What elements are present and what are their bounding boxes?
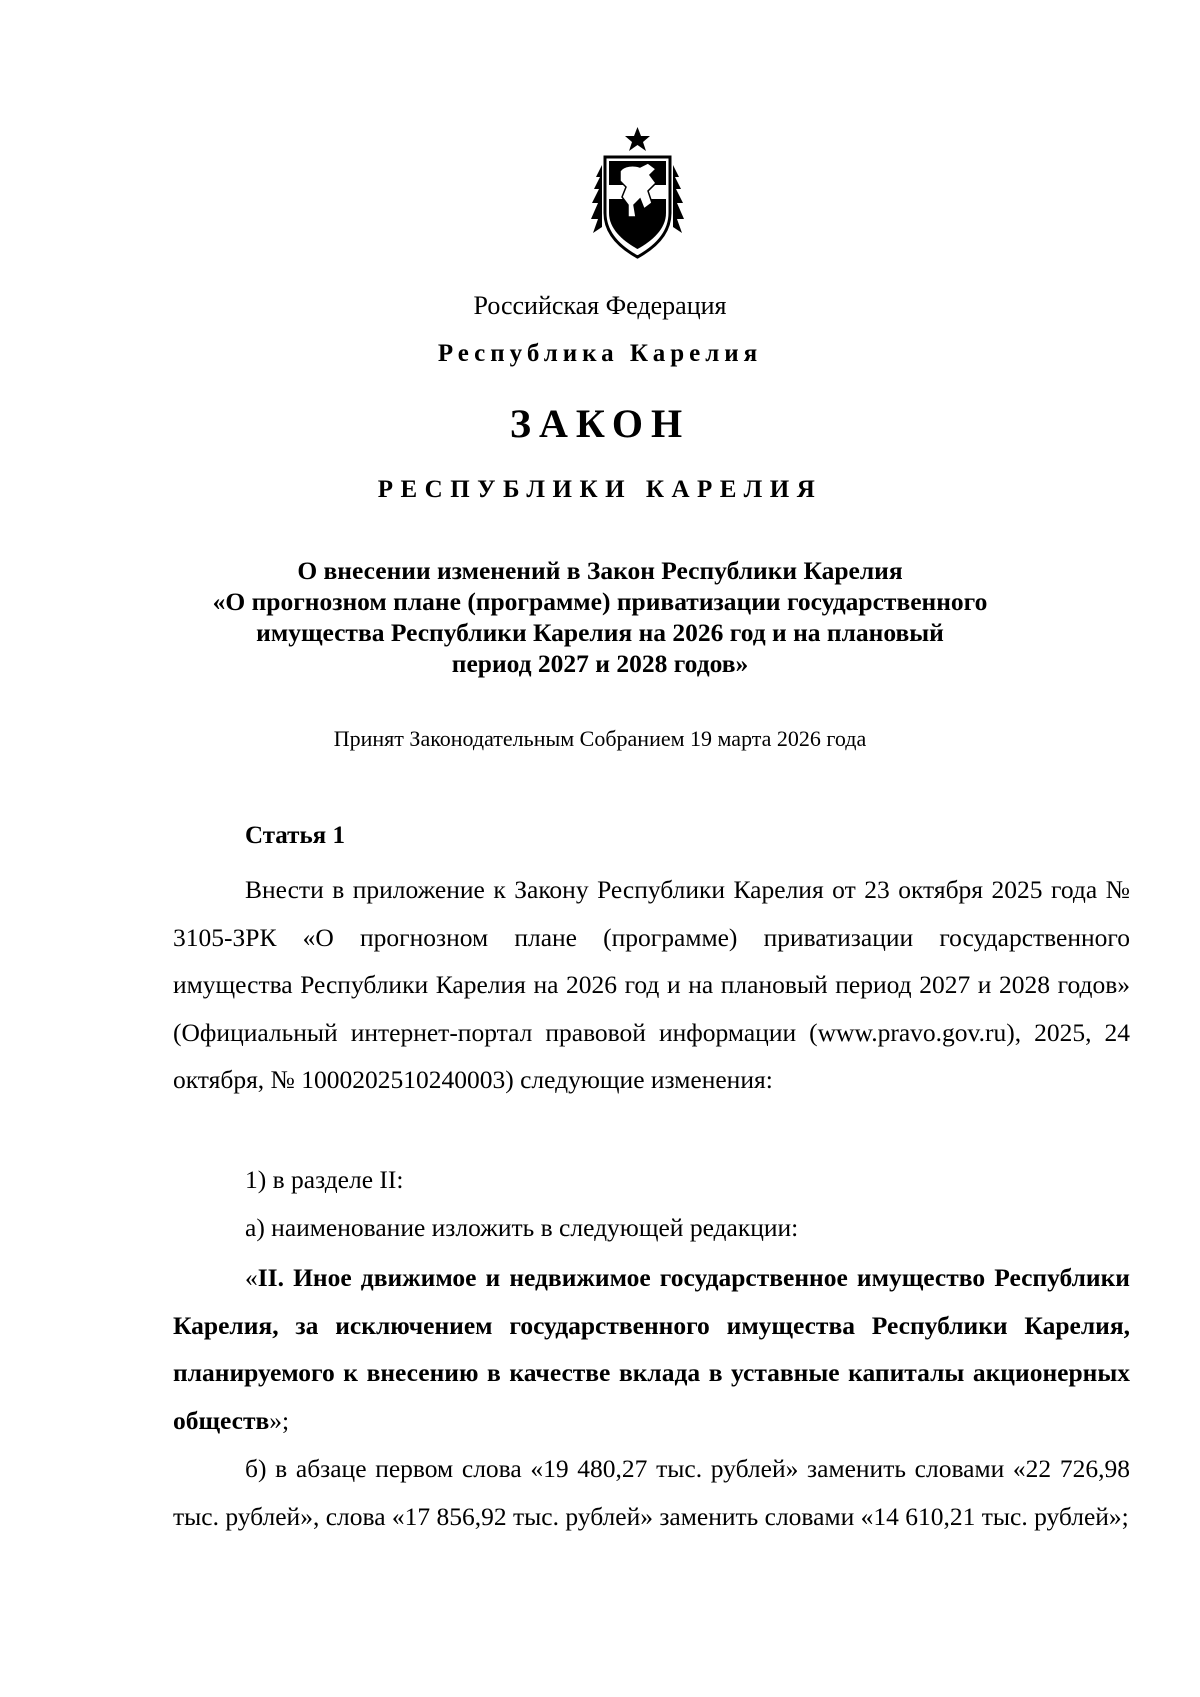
document-type: ЗАКОН	[509, 401, 691, 446]
republic-name: Республика Карелия	[437, 340, 763, 367]
quoted-section-title	[173, 1254, 1130, 1444]
article-heading: Статья 1	[245, 822, 345, 849]
law-title-line: период 2027 и 2028 годов»	[451, 649, 749, 678]
list-item: б) в абзаце первом слова «19 480,27 тыс. рублей» заменить словами «22 726,98 тыс. рублей», слова «17 856,92 тыс. рублей» заменить словами «14 610,21 тыс. рублей»;	[173, 1454, 1130, 1531]
karelia-coat-of-arms-icon	[590, 125, 685, 260]
adoption-note: Принят Законодательным Собранием 19 марта 2026 года	[333, 726, 867, 751]
list-item: а) наименование изложить в следующей редакции:	[245, 1213, 799, 1242]
quote-mark: «	[245, 1263, 258, 1292]
country-name: Российская Федерация	[473, 291, 727, 320]
quoted-text: II. Иное движимое и недвижимое государственное имущество Республики Карелия, за исключением государственного имущества Республики Карелия, планируемого к внесению в качестве вклада в уставные капиталы акционерных обществ	[173, 1263, 1130, 1435]
law-title	[0, 555, 1200, 679]
law-title-line: О внесении изменений в Закон Республики Карелия	[297, 556, 903, 585]
list-item: 1) в разделе II:	[245, 1165, 404, 1194]
quote-mark: »;	[269, 1405, 290, 1435]
law-title-line: имущества Республики Карелия на 2026 год и на плановый	[256, 618, 944, 647]
document-type-subtitle: РЕСПУБЛИКИ КАРЕЛИЯ	[377, 476, 823, 503]
article-paragraph: Внести в приложение к Закону Республики Карелия от 23 октября 2025 года № 3105-ЗРК «О прогнозном плане (программе) приватизации государственного имущества Республики Карелия на 2026 год и на плановый период 2027 и 2028 годов» (Официальный интернет-портал правовой информации (www.pravo.gov.ru), 2025, 24 октября, № 1000202510240003) следующие изменения:	[173, 875, 1130, 1094]
law-title-line: «О прогнозном плане (программе) приватизации государственного	[212, 587, 988, 616]
